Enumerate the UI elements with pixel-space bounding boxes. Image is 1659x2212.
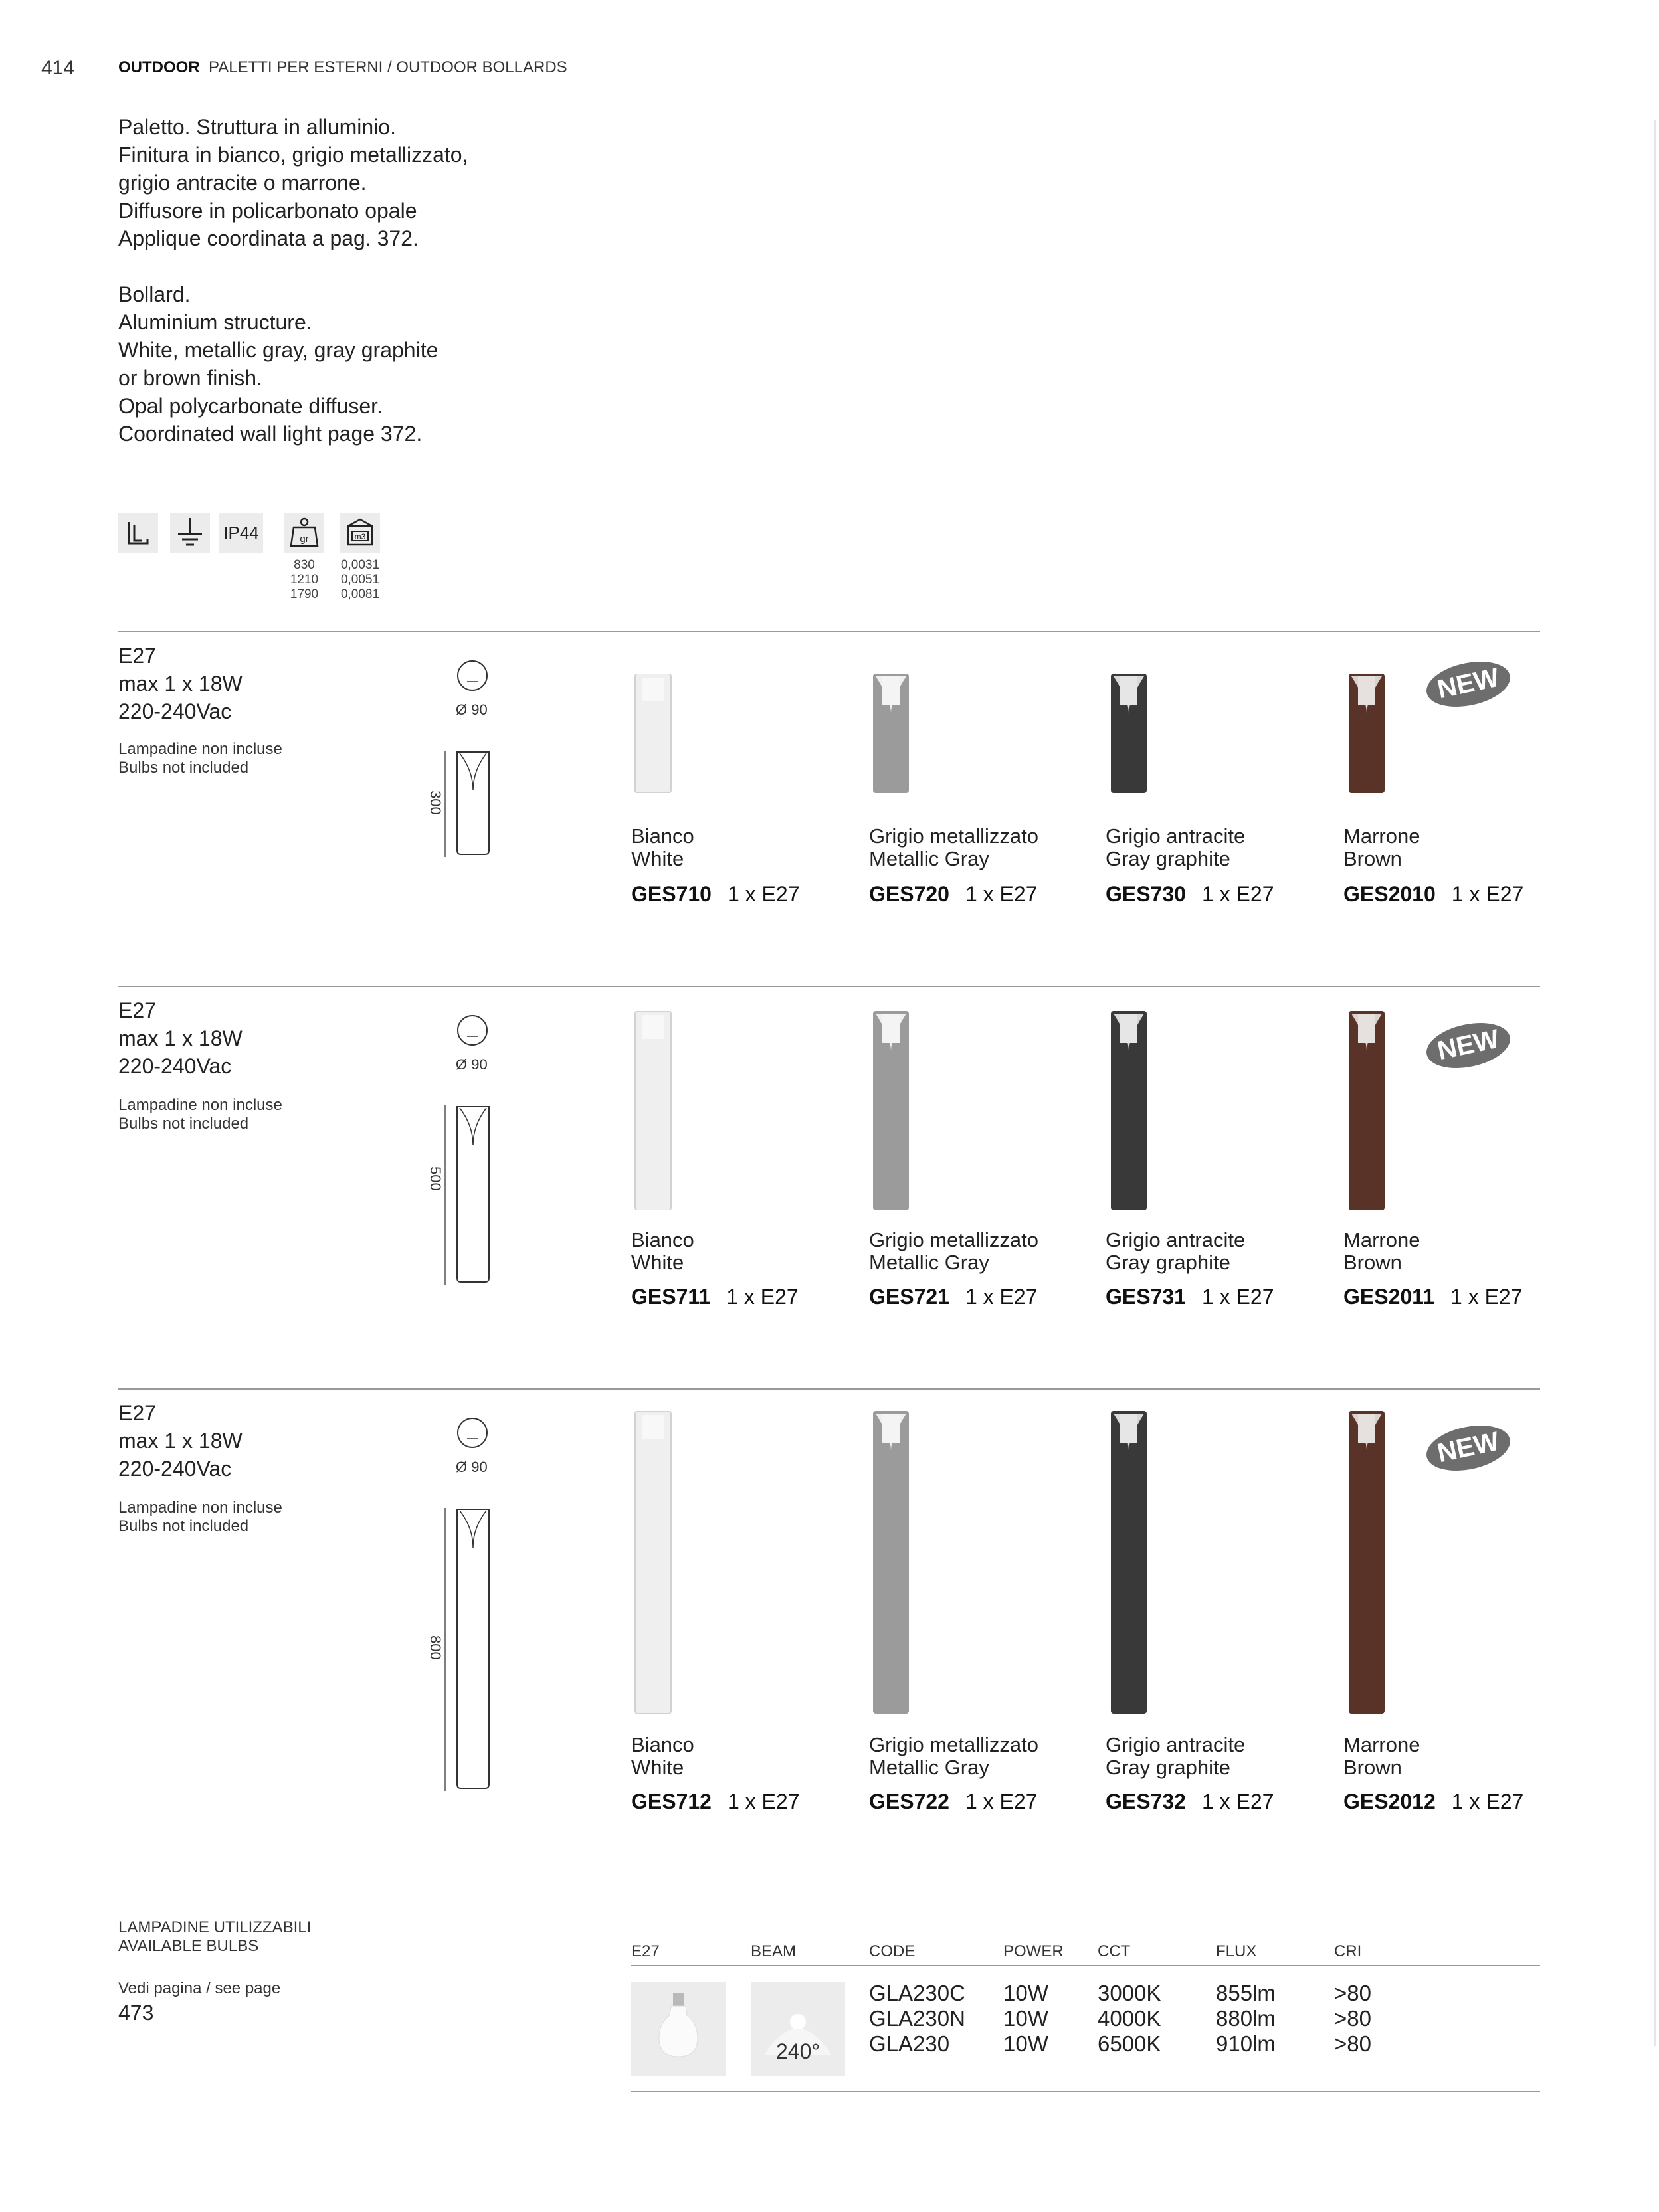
volume-value: 0,0031 bbox=[340, 558, 380, 572]
color-name-it: Marrone bbox=[1343, 1733, 1420, 1756]
bulbs-title-en: AVAILABLE BULBS bbox=[118, 1937, 259, 1955]
side-view-drawing bbox=[454, 1105, 492, 1285]
product-socket: 1 x E27 bbox=[727, 882, 800, 906]
block-spec bbox=[118, 1399, 243, 1483]
bulb-power: 10W bbox=[1003, 2006, 1048, 2031]
bulb-flux: 910lm bbox=[1216, 2031, 1276, 2056]
bulbs-note-it: Lampadine non incluse bbox=[118, 1096, 282, 1114]
weight-value: 830 bbox=[294, 558, 315, 572]
bulb-cri: >80 bbox=[1334, 2006, 1371, 2031]
desc-en-line: White, metallic gray, gray graphite bbox=[118, 338, 439, 362]
diameter-label: Ø 90 bbox=[456, 1056, 488, 1073]
bollard-metallic-gray-500 bbox=[870, 1011, 912, 1210]
description-it bbox=[118, 113, 468, 252]
variant-code-line bbox=[631, 1790, 799, 1814]
bulb-code: GLA230N bbox=[869, 2006, 965, 2031]
color-name-en: Brown bbox=[1343, 847, 1402, 870]
diameter-label: Ø 90 bbox=[456, 1459, 488, 1475]
volume-value: 0,0051 bbox=[340, 573, 380, 587]
see-page-label: Vedi pagina / see page bbox=[118, 1980, 281, 1997]
ip-rating-badge: IP44 bbox=[219, 513, 263, 553]
product-code: GES732 bbox=[1106, 1790, 1186, 1813]
see-page-number: 473 bbox=[118, 2001, 154, 2025]
description-en bbox=[118, 280, 468, 448]
product-code: GES711 bbox=[631, 1285, 711, 1309]
variant-color-name bbox=[869, 1734, 1038, 1779]
block-divider bbox=[118, 631, 1540, 632]
color-name-it: Bianco bbox=[631, 1733, 694, 1756]
table-header-rule bbox=[631, 1965, 1540, 1966]
bulb-powers bbox=[1003, 1981, 1048, 2057]
height-dimension-line bbox=[444, 1508, 446, 1791]
color-name-it: Grigio antracite bbox=[1106, 1228, 1246, 1251]
voltage: 220-240Vac bbox=[118, 1054, 232, 1078]
col-header-code: CODE bbox=[869, 1942, 916, 1960]
desc-en-line: Coordinated wall light page 372. bbox=[118, 422, 423, 446]
block-divider bbox=[118, 986, 1540, 987]
section-title bbox=[118, 58, 567, 77]
svg-text:m3: m3 bbox=[354, 532, 366, 541]
diameter-label: Ø 90 bbox=[456, 701, 488, 718]
bollard-white-800 bbox=[633, 1411, 674, 1714]
product-socket: 1 x E27 bbox=[1201, 1790, 1274, 1813]
color-name-en: Brown bbox=[1343, 1756, 1402, 1779]
variant-code-line bbox=[631, 1285, 799, 1309]
bulb-cris bbox=[1334, 1981, 1371, 2057]
bollard-brown-800 bbox=[1346, 1411, 1387, 1714]
color-name-en: White bbox=[631, 847, 684, 870]
page-edge-divider bbox=[1654, 120, 1656, 2046]
new-badge bbox=[1422, 1019, 1515, 1072]
voltage: 220-240Vac bbox=[118, 1457, 232, 1481]
variant-color-name bbox=[869, 825, 1038, 870]
socket-type: E27 bbox=[118, 644, 156, 668]
desc-it-line: Paletto. Struttura in alluminio. bbox=[118, 115, 396, 139]
light-bulb-icon bbox=[631, 1982, 726, 2076]
bulb-cri: >80 bbox=[1334, 1981, 1371, 2005]
socket-type: E27 bbox=[118, 998, 156, 1022]
color-name-it: Bianco bbox=[631, 1228, 694, 1251]
bollard-white-300 bbox=[633, 674, 674, 793]
bulb-cct: 6500K bbox=[1098, 2031, 1161, 2056]
bollard-brown-300 bbox=[1346, 674, 1387, 793]
product-code: GES730 bbox=[1106, 882, 1186, 906]
desc-en-line: Aluminium structure. bbox=[118, 310, 312, 334]
variant-color-name bbox=[1106, 1229, 1245, 1274]
product-socket: 1 x E27 bbox=[1451, 1790, 1524, 1813]
product-socket: 1 x E27 bbox=[965, 1790, 1038, 1813]
desc-it-line: Applique coordinata a pag. 372. bbox=[118, 227, 419, 250]
product-code: GES712 bbox=[631, 1790, 712, 1813]
bulb-flux: 880lm bbox=[1216, 2006, 1276, 2031]
product-socket: 1 x E27 bbox=[965, 882, 1038, 906]
voltage: 220-240Vac bbox=[118, 699, 232, 723]
color-name-en: Metallic Gray bbox=[869, 1756, 989, 1779]
desc-en-line: or brown finish. bbox=[118, 366, 262, 390]
variant-code-line bbox=[1343, 1285, 1523, 1309]
product-code: GES2011 bbox=[1343, 1285, 1434, 1309]
block-spec bbox=[118, 642, 243, 725]
variant-code-line bbox=[1106, 1790, 1274, 1814]
bulb-code: GLA230C bbox=[869, 1981, 965, 2005]
desc-it-line: grigio antracite o marrone. bbox=[118, 171, 367, 195]
color-name-it: Grigio antracite bbox=[1106, 1733, 1246, 1756]
col-header-power: POWER bbox=[1003, 1942, 1064, 1960]
socket-type: E27 bbox=[118, 1401, 156, 1425]
bulbs-title-it: LAMPADINE UTILIZZABILI bbox=[118, 1918, 312, 1936]
new-badge bbox=[1422, 1422, 1515, 1475]
variant-color-name bbox=[631, 825, 694, 870]
bulb-codes bbox=[869, 1981, 965, 2057]
product-socket: 1 x E27 bbox=[1451, 882, 1524, 906]
weight-value: 1210 bbox=[290, 573, 319, 587]
bollard-white-500 bbox=[633, 1011, 674, 1210]
top-view-drawing bbox=[456, 1014, 489, 1047]
variant-code-line bbox=[869, 882, 1037, 907]
variant-code-line bbox=[1343, 1790, 1523, 1814]
weight-values bbox=[284, 558, 324, 602]
volume-values bbox=[335, 558, 385, 602]
product-code: GES2010 bbox=[1343, 882, 1436, 906]
top-view-drawing bbox=[456, 659, 489, 692]
page-number: 414 bbox=[41, 57, 75, 79]
variant-code-line bbox=[1106, 1285, 1274, 1309]
max-power: max 1 x 18W bbox=[118, 1429, 243, 1453]
volume-m3-icon bbox=[340, 513, 380, 553]
earth-ground-icon bbox=[170, 513, 210, 553]
block-spec bbox=[118, 996, 243, 1080]
variant-color-name bbox=[1106, 825, 1245, 870]
product-code: GES720 bbox=[869, 882, 949, 906]
new-badge-label: NEW bbox=[1434, 1024, 1502, 1066]
bulb-power: 10W bbox=[1003, 2031, 1048, 2056]
new-badge-label: NEW bbox=[1434, 1426, 1502, 1469]
product-description bbox=[118, 113, 468, 476]
table-bottom-rule bbox=[631, 2091, 1540, 2092]
max-power: max 1 x 18W bbox=[118, 672, 243, 695]
block-divider bbox=[118, 1388, 1540, 1390]
color-name-en: White bbox=[631, 1756, 684, 1779]
height-label: 300 bbox=[427, 790, 444, 815]
desc-it-line: Finitura in bianco, grigio metallizzato, bbox=[118, 143, 468, 167]
height-label: 800 bbox=[427, 1635, 444, 1660]
product-socket: 1 x E27 bbox=[727, 1790, 800, 1813]
bulbs-note-it: Lampadine non incluse bbox=[118, 740, 282, 758]
top-view-drawing bbox=[456, 1416, 489, 1449]
color-name-en: Gray graphite bbox=[1106, 1251, 1230, 1274]
variant-code-line bbox=[1106, 882, 1274, 907]
bulbs-note bbox=[118, 1499, 282, 1536]
variant-code-line bbox=[869, 1285, 1037, 1309]
height-dimension-line bbox=[444, 751, 446, 857]
beam-image bbox=[751, 1982, 845, 2076]
variant-color-name bbox=[1343, 825, 1420, 870]
color-name-en: Metallic Gray bbox=[869, 1251, 989, 1274]
bollard-metallic-gray-300 bbox=[870, 674, 912, 793]
bollard-graphite-500 bbox=[1108, 1011, 1149, 1210]
color-name-en: Gray graphite bbox=[1106, 1756, 1230, 1779]
bulb-cri: >80 bbox=[1334, 2031, 1371, 2056]
bulb-code: GLA230 bbox=[869, 2031, 950, 2056]
product-code: GES731 bbox=[1106, 1285, 1186, 1309]
product-socket: 1 x E27 bbox=[1201, 882, 1274, 906]
variant-code-line bbox=[1343, 882, 1523, 907]
variant-color-name bbox=[631, 1734, 694, 1779]
section-subtitle: PALETTI PER ESTERNI / OUTDOOR BOLLARDS bbox=[209, 58, 567, 76]
product-code: GES722 bbox=[869, 1790, 949, 1813]
bulbs-note-en: Bulbs not included bbox=[118, 1115, 249, 1133]
bulb-flux: 855lm bbox=[1216, 1981, 1276, 2005]
variant-color-name bbox=[1343, 1229, 1420, 1274]
height-dimension-line bbox=[444, 1105, 446, 1285]
category-label: OUTDOOR bbox=[118, 58, 200, 76]
bulb-ccts bbox=[1098, 1981, 1161, 2057]
color-name-en: White bbox=[631, 1251, 684, 1274]
color-name-en: Gray graphite bbox=[1106, 847, 1230, 870]
svg-text:gr: gr bbox=[300, 533, 309, 545]
col-header-e27: E27 bbox=[631, 1942, 660, 1960]
max-power: max 1 x 18W bbox=[118, 1026, 243, 1050]
available-bulbs-title bbox=[118, 1918, 311, 1956]
color-name-en: Brown bbox=[1343, 1251, 1402, 1274]
variant-color-name bbox=[1106, 1734, 1245, 1779]
product-socket: 1 x E27 bbox=[1201, 1285, 1274, 1309]
col-header-cct: CCT bbox=[1098, 1942, 1131, 1960]
bollard-brown-500 bbox=[1346, 1011, 1387, 1210]
product-code: GES710 bbox=[631, 882, 712, 906]
col-header-flux: FLUX bbox=[1216, 1942, 1257, 1960]
variant-code-line bbox=[631, 882, 799, 907]
height-label: 500 bbox=[427, 1166, 444, 1191]
desc-it-line: Diffusore in policarbonato opale bbox=[118, 199, 417, 223]
color-name-it: Marrone bbox=[1343, 824, 1420, 848]
color-name-it: Bianco bbox=[631, 824, 694, 848]
bulb-cct: 4000K bbox=[1098, 2006, 1161, 2031]
bulb-image bbox=[631, 1982, 726, 2076]
weight-gr-icon bbox=[284, 513, 324, 553]
col-header-beam: BEAM bbox=[751, 1942, 797, 1960]
bollard-metallic-gray-800 bbox=[870, 1411, 912, 1714]
color-name-it: Marrone bbox=[1343, 1228, 1420, 1251]
bulbs-note-en: Bulbs not included bbox=[118, 1517, 249, 1535]
product-code: GES721 bbox=[869, 1285, 949, 1309]
new-badge-label: NEW bbox=[1434, 662, 1502, 705]
bulb-fluxes bbox=[1216, 1981, 1276, 2057]
product-code: GES2012 bbox=[1343, 1790, 1436, 1813]
variant-code-line bbox=[869, 1790, 1037, 1814]
color-name-it: Grigio metallizzato bbox=[869, 1733, 1038, 1756]
col-header-cri: CRI bbox=[1334, 1942, 1362, 1960]
bollard-graphite-300 bbox=[1108, 674, 1149, 793]
color-name-it: Grigio metallizzato bbox=[869, 1228, 1038, 1251]
product-socket: 1 x E27 bbox=[965, 1285, 1038, 1309]
beam-angle: 240° bbox=[776, 2039, 821, 2063]
class-i-bracket-icon bbox=[118, 513, 158, 553]
variant-color-name bbox=[1343, 1734, 1420, 1779]
desc-en-line: Bollard. bbox=[118, 282, 191, 306]
variant-color-name bbox=[869, 1229, 1038, 1274]
bulbs-note bbox=[118, 1096, 282, 1133]
desc-en-line: Opal polycarbonate diffuser. bbox=[118, 394, 383, 418]
bulb-cct: 3000K bbox=[1098, 1981, 1161, 2005]
new-badge bbox=[1422, 658, 1515, 711]
color-name-en: Metallic Gray bbox=[869, 847, 989, 870]
color-name-it: Grigio metallizzato bbox=[869, 824, 1038, 848]
bulbs-note bbox=[118, 740, 282, 777]
color-name-it: Grigio antracite bbox=[1106, 824, 1246, 848]
bulbs-note-it: Lampadine non incluse bbox=[118, 1499, 282, 1517]
weight-value: 1790 bbox=[290, 587, 319, 601]
bollard-graphite-800 bbox=[1108, 1411, 1149, 1714]
volume-value: 0,0081 bbox=[340, 587, 380, 601]
side-view-drawing bbox=[454, 751, 492, 857]
bulbs-note-en: Bulbs not included bbox=[118, 759, 249, 777]
side-view-drawing bbox=[454, 1508, 492, 1791]
variant-color-name bbox=[631, 1229, 694, 1274]
product-socket: 1 x E27 bbox=[1450, 1285, 1523, 1309]
bulb-power: 10W bbox=[1003, 1981, 1048, 2005]
product-socket: 1 x E27 bbox=[726, 1285, 799, 1309]
